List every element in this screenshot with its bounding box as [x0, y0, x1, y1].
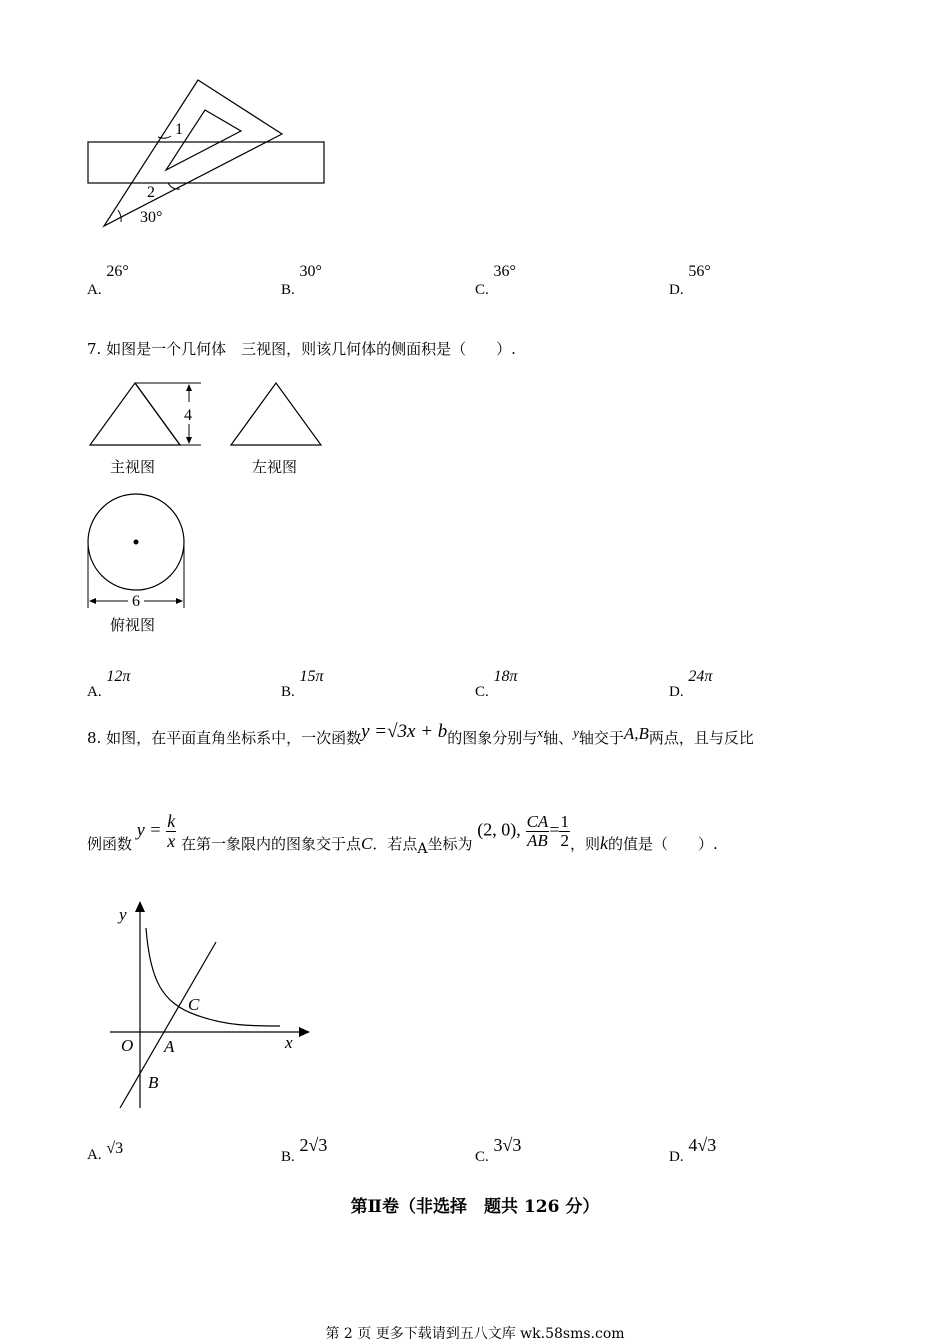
angle1-label: 1	[175, 121, 183, 138]
left-view-triangle	[231, 383, 321, 445]
height-label: 4	[184, 407, 192, 424]
front-view-triangle	[90, 383, 180, 445]
y-axis-label: y	[119, 905, 127, 924]
q7-option-a[interactable]: A. 12π	[87, 668, 131, 700]
linear-function: y =√3x + b	[361, 721, 448, 742]
origin-label: O	[121, 1036, 134, 1055]
angle1-arc	[158, 136, 171, 138]
inverse-function-fraction: $\frac{k}{x}$	[167, 811, 176, 851]
q8-question-line1: 8. 如图，在平面直角坐标系中，一次函数y =√3x + b的图象分别与x轴、y轴交于A,B两点，且与反比	[87, 721, 754, 747]
width-label: 6	[132, 593, 140, 610]
width-arrowhead-left	[89, 598, 96, 604]
q8-option-b[interactable]: B. 2√3	[281, 1135, 328, 1165]
point-a-label: A	[164, 1037, 175, 1056]
outer-triangle	[104, 80, 282, 226]
q7-front-left-views	[85, 378, 330, 450]
inverse-curve	[146, 928, 280, 1026]
q8-question-line2: 例函数 y = $\frac{k}{x}$ 在第一象限内的图象交于点C．若点A坐标为 (2, 0), $\frac{CA}{AB}$ = $\frac{1}{2}$ ，则k的值是（ ）.	[87, 811, 718, 858]
section-heading: 第Ⅱ卷（非选择 题共 126 分）	[350, 1197, 600, 1217]
ratio-fraction: $\frac{CA}{AB}$	[526, 812, 549, 850]
front-view-caption: 主视图	[110, 458, 156, 476]
angle30-label: 30°	[140, 209, 163, 226]
page-footer: 第 2 页 更多下载请到五八文库 wk.58sms.com	[325, 1326, 625, 1342]
top-view-caption: 俯视图	[110, 616, 156, 634]
left-view-caption: 左视图	[252, 458, 298, 476]
front-view-edge	[135, 383, 180, 445]
point-b-label: B	[148, 1073, 159, 1092]
q7-question-text: 7. 如图是一个几何体 三视图，则该几何体的侧面积是（ ）.	[87, 340, 516, 358]
q7-option-d[interactable]: D. 24π	[669, 668, 713, 700]
q7-option-b[interactable]: B. 15π	[281, 668, 324, 700]
q8-option-c[interactable]: C. 3√3	[475, 1135, 522, 1165]
q8-option-d[interactable]: D. 4√3	[669, 1135, 717, 1165]
q6-option-a[interactable]: A. 26°	[87, 263, 129, 298]
half-fraction: $\frac{1}{2}$	[560, 812, 569, 850]
x-axis-arrowhead	[299, 1027, 310, 1037]
q7-option-c[interactable]: C. 18π	[475, 668, 518, 700]
angle30-arc	[118, 210, 121, 222]
angle2-label: 2	[147, 184, 155, 201]
ruler-rectangle	[88, 142, 324, 183]
q8-coordinate-graph	[100, 895, 320, 1115]
width-arrowhead-right	[176, 598, 183, 604]
q6-option-c[interactable]: C. 36°	[475, 263, 516, 298]
ruler-triangle-figure	[80, 70, 340, 240]
q7-top-view	[84, 490, 190, 610]
x-axis-label: x	[285, 1033, 293, 1052]
height-arrowhead-bottom	[186, 437, 192, 444]
point-c-label: C	[188, 995, 200, 1014]
linear-function-line	[120, 942, 216, 1108]
q6-option-d[interactable]: D. 56°	[669, 263, 711, 298]
q6-option-b[interactable]: B. 30°	[281, 263, 322, 298]
top-view-center-dot	[134, 540, 139, 545]
q8-option-a[interactable]: A. √3	[87, 1140, 124, 1163]
y-axis-arrowhead	[135, 901, 145, 912]
height-arrowhead-top	[186, 384, 192, 391]
